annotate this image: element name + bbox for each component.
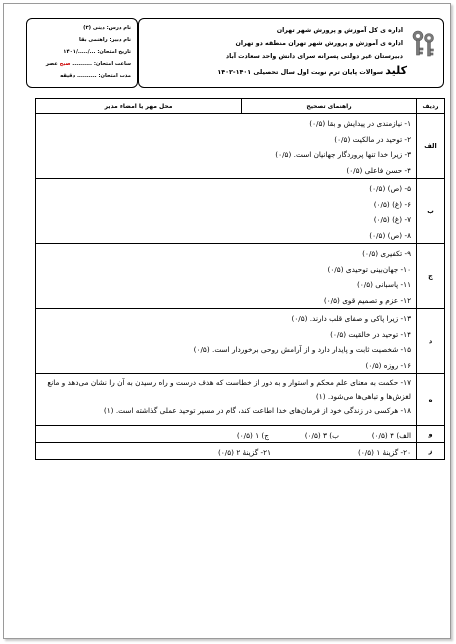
answer-line: ۱۸- هرکسی در زندگی خود از فرمان‌های خدا اطاعت کند، گام در مسیر توحید عملی گذاشته است. (۱): [103, 406, 411, 415]
answer-line: ۵- (ص) (۰/۵): [369, 184, 411, 193]
table-row: [36, 309, 445, 374]
field-value: .../...../۱۴۰۱: [63, 49, 96, 55]
row-label: ه: [417, 374, 445, 426]
row-answers: [36, 244, 417, 309]
field-label: تاریخ امتحان:: [97, 49, 131, 55]
header-guide: راهنمای تصحیح: [242, 99, 417, 114]
exam-info-box: [26, 18, 138, 88]
table-row: [36, 443, 445, 460]
row-label: ج: [417, 244, 445, 309]
exam-time-field: ساعت امتحان: .......... صبح عصر: [45, 61, 131, 67]
answer-line: ۷- (غ) (۰/۵): [373, 215, 411, 224]
org-line-1: اداره ی کل آموزش و پرورش شهر تهران: [276, 27, 403, 34]
answer-line: ۱۷- حکمت به معنای علم محکم و استوار و به دور از خطاست که هدف درست و راه رسیدن به آن را نشان می‌دهد و مانع لغزش‌ها و تباهی‌ها می‌شود. (۱): [47, 378, 411, 401]
field-label: ساعت امتحان:: [93, 61, 131, 67]
answer-line: ۸- (ص) (۰/۵): [369, 230, 411, 240]
answer-line: ۱۴- توحید در خالقیت (۰/۵): [330, 329, 411, 339]
school-name: دبیرستان غیر دولتی پسرانه سرای دانش واحد سعادت آباد: [225, 53, 403, 60]
answer-line: ۱۵- شخصیت ثابت و پایدار دارد و از آرامش روحی برخوردار است. (۰/۵): [193, 345, 411, 354]
answer-item: ۲۱- گزینهٔ ۲ (۰/۵): [217, 448, 271, 457]
field-value: راهنمی بقا: [79, 37, 108, 43]
field-label: نام درس:: [106, 25, 131, 31]
field-value: دینی (۳): [83, 25, 105, 31]
row-answers: [36, 309, 417, 374]
table-row: [36, 114, 445, 179]
answer-line: ۴- حسن فاعلی (۰/۵): [346, 165, 411, 175]
table-row: [36, 244, 445, 309]
row-answers: [36, 443, 417, 460]
exam-duration-field: مدت امتحان: .......... دقیقه: [60, 73, 131, 79]
row-answers: [36, 114, 417, 179]
key-word: کلید: [385, 64, 407, 77]
field-value: دقیقه: [60, 73, 76, 79]
exam-title-line: [217, 64, 407, 77]
answer-line: ۱۳- زیرا پاکی و صفای قلب دارند. (۰/۵): [291, 314, 411, 323]
header-seal: محل مهر یا امضاء مدیر: [36, 99, 242, 114]
field-suffix: عصر: [45, 61, 58, 67]
answer-item: ۲۰- گزینهٔ ۱ (۰/۵): [357, 448, 411, 457]
row-answers: [36, 374, 417, 426]
field-label: مدت امتحان:: [98, 73, 131, 79]
row-label: ز: [417, 443, 445, 460]
answer-line: ۱۲- عزم و تصمیم قوی (۰/۵): [323, 295, 411, 305]
table-row: [36, 374, 445, 426]
table-header-row: [36, 99, 445, 114]
answer-line: ۶- (غ) (۰/۵): [373, 199, 411, 209]
answer-line: ۱۱- پاسبانی (۰/۵): [356, 280, 411, 289]
answer-item: ج) ۱ (۰/۵): [236, 431, 269, 440]
row-label: د: [417, 309, 445, 374]
table-row: [36, 179, 445, 244]
answer-line: ۱۰- جهان‌بینی توحیدی (۰/۵): [327, 264, 411, 274]
exam-title: سوالات پایان ترم نوبت اول سال تحصیلی ۱۴۰۱-۱۴۰۲: [217, 68, 384, 76]
table-row: [36, 426, 445, 443]
answer-item: الف) ۴ (۰/۵): [371, 431, 411, 440]
field-label: نام دبیر:: [109, 37, 131, 43]
answer-line: ۲- توحید در مالکیت (۰/۵): [334, 134, 411, 144]
row-answers: [36, 179, 417, 244]
answer-line: ۹- تکفیری (۰/۵): [362, 249, 411, 258]
org-line-2: اداره ی آموزش و پرورش شهر تهران منطقه دو تهران: [235, 40, 403, 47]
exam-date-field: [63, 49, 131, 55]
answer-item: ب) ۳ (۰/۵): [304, 431, 339, 440]
school-header: [138, 18, 444, 88]
row-label: و: [417, 426, 445, 443]
answer-key-table: [35, 98, 445, 460]
keys-logo-icon: [409, 29, 437, 59]
course-name-field: [83, 25, 131, 31]
field-value: صبح: [59, 61, 71, 67]
answer-line: ۱۶- روزه (۰/۵): [365, 360, 411, 370]
header-row-number: ردیف: [417, 99, 445, 114]
teacher-name-field: [79, 37, 131, 43]
row-answers: [36, 426, 417, 443]
answer-line: ۳- زیرا خدا تنها پروردگار جهانیان است. (۰/۵): [275, 150, 411, 159]
row-label: الف: [417, 114, 445, 179]
exam-page: [3, 3, 451, 639]
answer-line: ۱- نیازمندی در پیدایش و بقا (۰/۵): [309, 119, 411, 128]
row-label: ب: [417, 179, 445, 244]
